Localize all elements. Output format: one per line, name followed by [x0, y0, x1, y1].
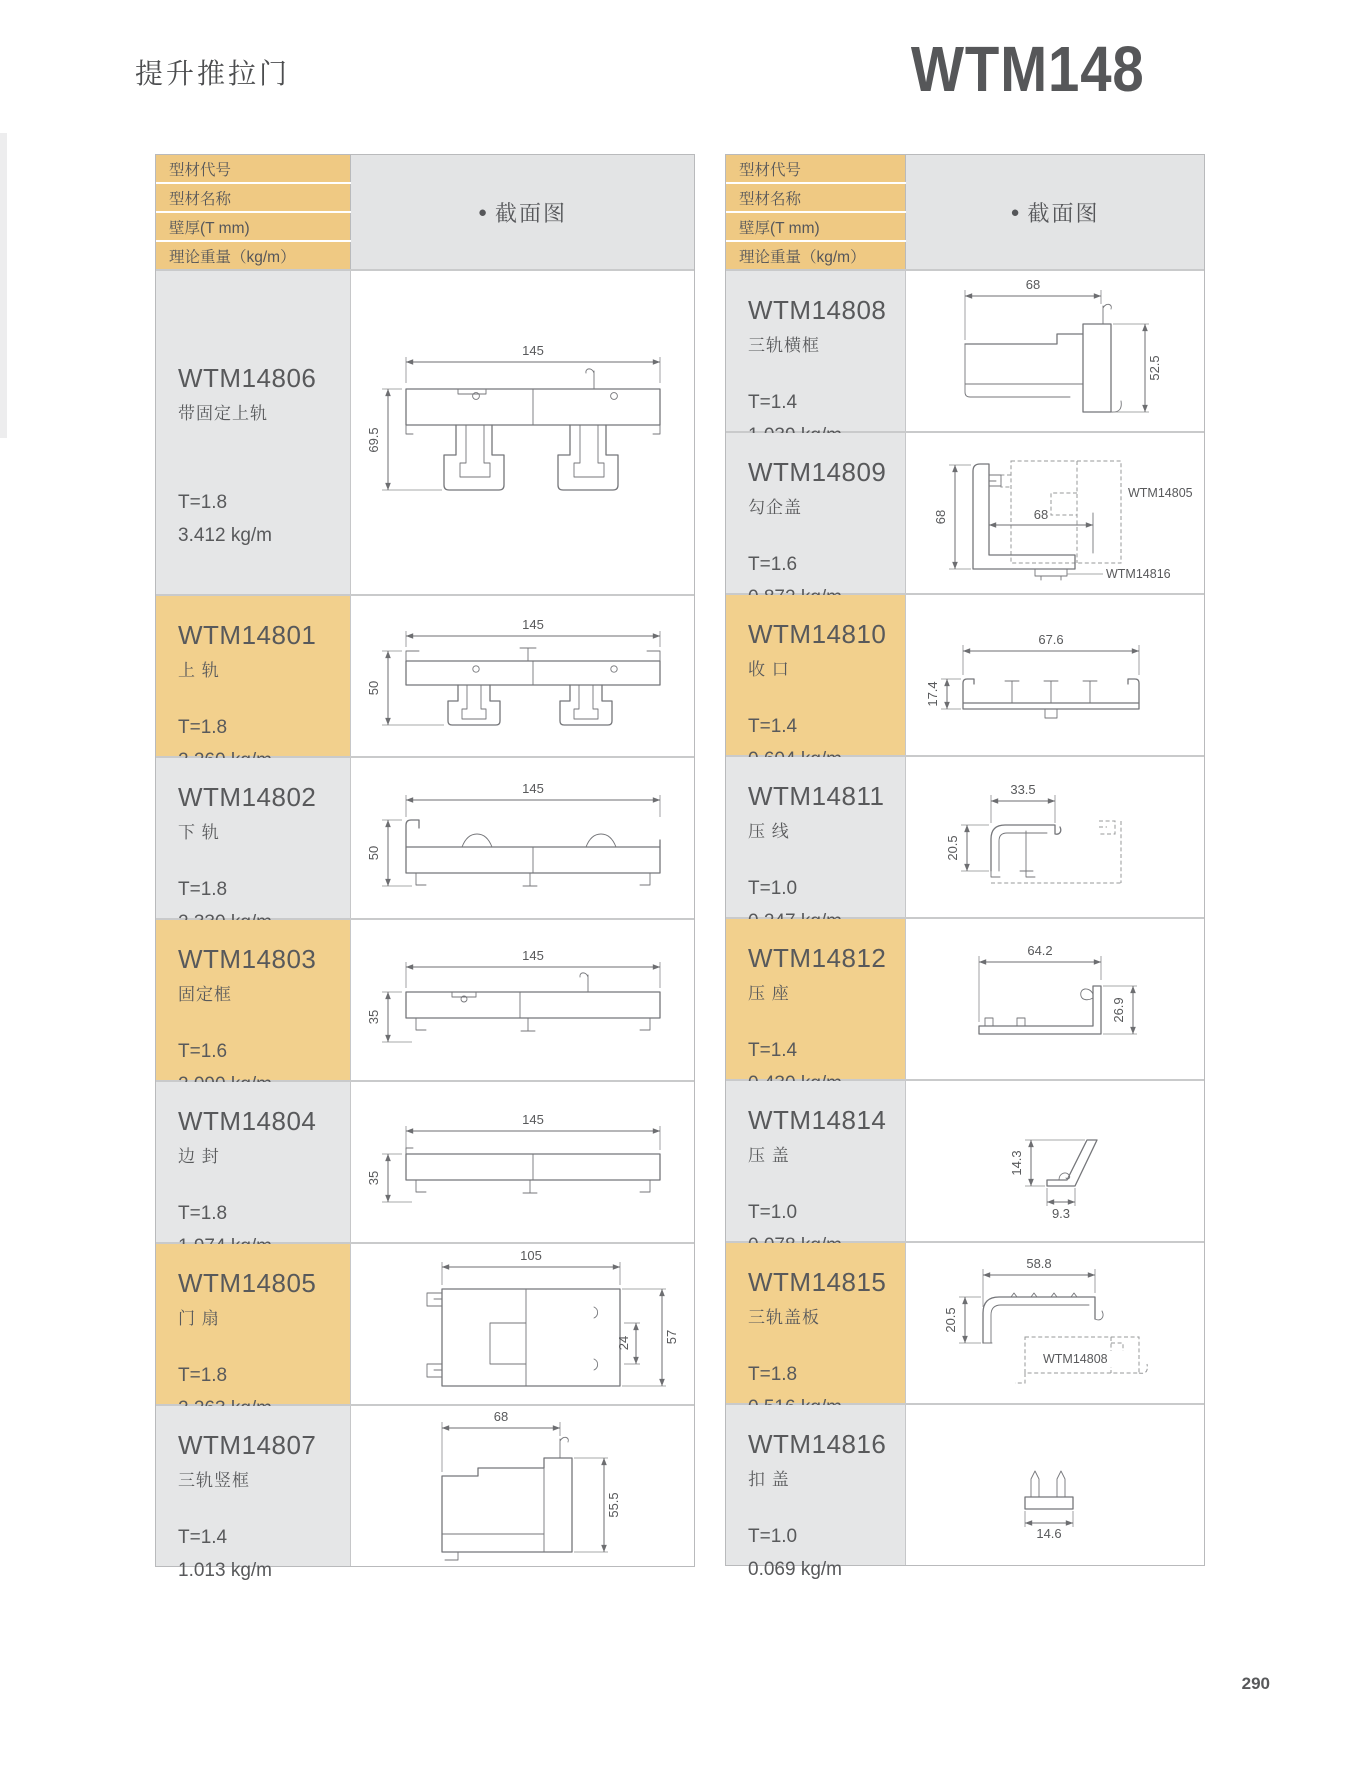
profile-name: 三轨竖框	[178, 1471, 250, 1490]
profile-weight: 0.069 kg/m	[748, 1559, 842, 1581]
cross-section-diagram	[907, 779, 1203, 895]
dim-label: 20.5	[943, 1307, 958, 1333]
table-row	[726, 269, 1204, 431]
profile-table-left	[155, 154, 695, 1582]
cross-section-diagram	[358, 1243, 688, 1405]
dim-label: 52.5	[1147, 355, 1162, 381]
profile-name: 压 线	[748, 822, 790, 841]
dim-label: 50	[365, 680, 381, 696]
page-edge-tab	[0, 133, 7, 438]
profile-info-cell	[156, 596, 351, 756]
table-row	[726, 1079, 1204, 1241]
profile-name: 三轨横框	[748, 336, 820, 355]
ref-profile-label: WTM14805	[1128, 486, 1193, 500]
dim-label: 57	[663, 1329, 679, 1345]
profile-code: WTM14806	[178, 363, 317, 393]
dim-label: 68	[1033, 507, 1049, 522]
profile-code: WTM14811	[748, 781, 885, 811]
section-diagram-cell	[906, 919, 1204, 1079]
profile-name: 压 座	[748, 984, 790, 1003]
section-diagram-cell	[351, 596, 694, 756]
cross-section-diagram	[358, 1402, 688, 1570]
profile-code: WTM14809	[748, 457, 887, 487]
profile-name: 收 口	[748, 660, 790, 679]
ref-profile-label: WTM14816	[1106, 567, 1171, 581]
header-section-label: 截面图	[1027, 200, 1100, 226]
profile-info-cell	[156, 920, 351, 1080]
section-diagram-cell	[351, 758, 694, 918]
dim-label: 145	[521, 1112, 544, 1127]
profile-code: WTM14816	[748, 1429, 887, 1459]
section-diagram-cell	[906, 1405, 1204, 1565]
dim-label: 24	[615, 1335, 631, 1351]
profile-name: 勾企盖	[748, 498, 802, 517]
header-section-cell	[351, 155, 694, 269]
profile-name: 门 扇	[178, 1309, 220, 1328]
header-wall-thickness: 壁厚(T mm)	[726, 213, 906, 240]
profile-info-cell	[156, 758, 351, 918]
section-diagram-cell	[906, 757, 1204, 917]
section-diagram-cell	[906, 271, 1204, 431]
profile-thickness: T=1.6	[178, 1041, 228, 1062]
page-number: 290	[1241, 1674, 1270, 1693]
profile-name: 三轨盖板	[748, 1308, 820, 1327]
profile-weight: 3.412 kg/m	[178, 525, 272, 547]
cross-section-diagram	[907, 623, 1203, 727]
profile-name: 扣 盖	[748, 1470, 790, 1489]
dim-label: 50	[365, 845, 381, 861]
dim-label: 145	[521, 342, 544, 358]
table-row	[156, 1242, 694, 1404]
cross-section-diagram	[358, 777, 688, 899]
profile-code: WTM14815	[748, 1267, 887, 1297]
dim-label: 145	[521, 617, 544, 632]
section-diagram-cell	[351, 271, 694, 594]
table-row	[726, 431, 1204, 593]
dim-label: 105	[519, 1248, 542, 1263]
profile-name: 边 封	[178, 1147, 220, 1166]
cross-section-diagram	[358, 613, 688, 739]
profile-table-right	[725, 154, 1205, 1581]
table-row	[156, 918, 694, 1080]
profile-thickness: T=1.0	[748, 878, 798, 899]
table-row	[726, 593, 1204, 755]
table-header	[726, 155, 1204, 269]
section-diagram-cell	[906, 433, 1204, 593]
header-profile-name: 型材名称	[156, 184, 351, 211]
profile-thickness: T=1.8	[748, 1364, 798, 1385]
profile-code: WTM14812	[748, 943, 887, 973]
profile-thickness: T=1.0	[748, 1526, 798, 1547]
profile-code: WTM14810	[748, 619, 887, 649]
profile-info-cell	[726, 595, 906, 755]
dim-label: 20.5	[945, 835, 960, 861]
table-row	[726, 917, 1204, 1079]
profile-name: 固定框	[178, 985, 232, 1004]
table-row	[726, 755, 1204, 917]
profile-code: WTM14814	[748, 1105, 887, 1135]
header-wall-thickness: 壁厚(T mm)	[156, 213, 351, 240]
profile-thickness: T=1.6	[748, 554, 798, 575]
ref-profile-label: WTM14808	[1043, 1352, 1108, 1366]
dim-label: 35	[365, 1009, 381, 1025]
profile-thickness: T=1.4	[748, 716, 798, 737]
cross-section-diagram	[907, 272, 1203, 430]
header-theoretical-weight: 理论重量（kg/m）	[726, 242, 906, 269]
table-row	[156, 594, 694, 756]
profile-thickness: T=1.0	[748, 1202, 798, 1223]
dim-label: 145	[521, 781, 544, 796]
profile-thickness: T=1.4	[748, 1040, 798, 1061]
section-diagram-cell	[351, 1244, 694, 1404]
header-profile-code: 型材代号	[726, 155, 906, 182]
header-profile-code: 型材代号	[156, 155, 351, 182]
profile-thickness: T=1.8	[178, 717, 228, 738]
profile-info-cell	[726, 271, 906, 431]
profile-thickness: T=1.8	[178, 1365, 228, 1386]
profile-name: 带固定上轨	[178, 404, 268, 423]
dim-label: 33.5	[1010, 782, 1036, 797]
table-row	[726, 1241, 1204, 1403]
dim-label: 14.6	[1036, 1526, 1062, 1541]
profile-thickness: T=1.8	[178, 1203, 228, 1224]
cross-section-diagram	[907, 1100, 1203, 1222]
category-title: 提升推拉门	[135, 58, 291, 89]
cross-section-diagram	[358, 1110, 688, 1214]
profile-info-cell	[156, 1406, 351, 1582]
table-row	[726, 1403, 1204, 1581]
cross-section-diagram	[907, 1255, 1203, 1391]
dim-label: 14.3	[1009, 1150, 1024, 1176]
header-profile-name: 型材名称	[726, 184, 906, 211]
table-row	[156, 756, 694, 918]
table-row	[156, 1080, 694, 1242]
profile-info-cell	[156, 271, 351, 594]
dim-label: 58.8	[1026, 1256, 1052, 1271]
profile-info-cell	[726, 433, 906, 593]
profile-name: 压 盖	[748, 1146, 790, 1165]
section-diagram-cell	[906, 1243, 1204, 1403]
profile-info-cell	[156, 1244, 351, 1404]
profile-spec	[178, 1521, 350, 1588]
section-diagram-cell	[351, 1406, 694, 1566]
profile-weight: 1.013 kg/m	[178, 1560, 272, 1582]
dim-label: 68	[1025, 277, 1041, 292]
profile-info-cell	[726, 1405, 906, 1581]
header-section-label: 截面图	[495, 200, 568, 226]
profile-info-cell	[726, 1081, 906, 1241]
dim-label: 55.5	[605, 1492, 621, 1518]
cross-section-diagram	[907, 435, 1203, 591]
table-row	[156, 1404, 694, 1582]
profile-code: WTM14808	[748, 295, 887, 325]
dim-label: 35	[365, 1170, 381, 1186]
header-label-column	[156, 155, 351, 269]
dim-label: 68	[493, 1409, 508, 1424]
section-diagram-cell	[351, 1082, 694, 1242]
dim-label: 68	[933, 509, 948, 525]
section-diagram-cell	[906, 595, 1204, 755]
section-diagram-cell	[906, 1081, 1204, 1241]
profile-name: 上 轨	[178, 661, 220, 680]
profile-code: WTM14801	[178, 620, 317, 650]
dim-label: 64.2	[1027, 943, 1053, 958]
profile-code: WTM14807	[178, 1430, 317, 1460]
header-section-cell	[906, 155, 1204, 269]
profile-spec	[748, 1520, 905, 1587]
profile-info-cell	[156, 1082, 351, 1242]
profile-thickness: T=1.4	[748, 392, 798, 413]
profile-code: WTM14804	[178, 1106, 317, 1136]
profile-thickness: T=1.4	[178, 1527, 228, 1548]
profile-spec	[178, 486, 350, 553]
section-diagram-cell	[351, 920, 694, 1080]
header-label-column	[726, 155, 906, 269]
header-theoretical-weight: 理论重量（kg/m）	[156, 242, 351, 269]
dim-label: 17.4	[925, 681, 940, 707]
profile-info-cell	[726, 757, 906, 917]
profile-info-cell	[726, 919, 906, 1079]
profile-code: WTM14803	[178, 944, 317, 974]
profile-info-cell	[726, 1243, 906, 1403]
table-row	[156, 269, 694, 594]
profile-code: WTM14805	[178, 1268, 317, 1298]
dim-label: 67.6	[1038, 632, 1064, 647]
cross-section-diagram	[358, 337, 688, 529]
cross-section-diagram	[358, 946, 688, 1054]
profile-code: WTM14802	[178, 782, 317, 812]
dim-label: 26.9	[1111, 997, 1126, 1023]
dim-label: 145	[521, 948, 544, 963]
table-header	[156, 155, 694, 269]
dim-label: 69.5	[365, 426, 381, 453]
bullet-icon: ●	[1010, 203, 1020, 221]
dim-label: 9.3	[1051, 1206, 1071, 1221]
series-title: WTM148	[911, 33, 1145, 105]
profile-thickness: T=1.8	[178, 879, 228, 900]
cross-section-diagram	[907, 940, 1203, 1058]
profile-name: 下 轨	[178, 823, 220, 842]
bullet-icon: ●	[477, 203, 488, 221]
profile-thickness: T=1.8	[178, 492, 228, 513]
cross-section-diagram	[907, 1429, 1203, 1541]
